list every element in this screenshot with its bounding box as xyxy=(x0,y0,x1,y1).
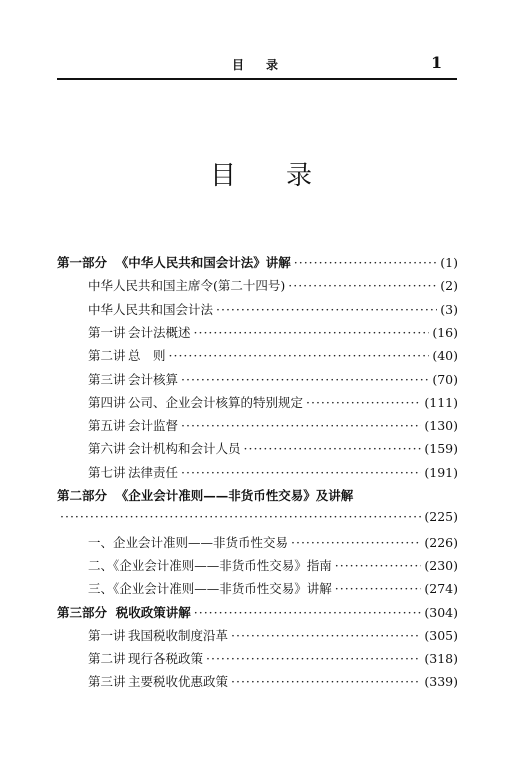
toc-entry-label xyxy=(88,416,178,434)
toc-page-number: (111) xyxy=(424,394,458,410)
dot-leader xyxy=(169,348,430,363)
toc-entry-title: 中华人民共和国主席令(第二十四号) xyxy=(88,278,286,294)
toc-entry-title: 公司、企业会计核算的特别规定 xyxy=(128,394,304,410)
toc-entry-number: 第三讲 xyxy=(88,674,126,690)
toc-part-row[interactable] xyxy=(57,253,458,275)
toc-page-number: (2) xyxy=(440,278,458,294)
toc-entry-title: 会计监督 xyxy=(128,418,179,434)
toc-page-number: (225) xyxy=(424,509,458,525)
toc-page-number: (70) xyxy=(432,371,458,387)
toc-entry-row[interactable] xyxy=(57,509,458,531)
toc-entry-number: 第三部分 xyxy=(57,604,108,620)
toc-entry-row[interactable] xyxy=(88,556,458,578)
toc-entry-row[interactable] xyxy=(88,393,458,415)
dot-leader xyxy=(291,535,421,550)
toc-entry-label xyxy=(88,556,332,574)
toc-entry-row[interactable] xyxy=(88,346,458,368)
running-title: 目录 xyxy=(232,58,301,72)
toc-entry-title: 中华人民共和国会计法 xyxy=(88,301,214,317)
toc-entry-row[interactable] xyxy=(88,649,458,671)
toc-entry-label xyxy=(88,393,303,411)
dot-leader xyxy=(231,628,421,643)
toc-entry-label xyxy=(88,370,178,388)
toc-entry-row[interactable] xyxy=(88,416,458,438)
toc-entry-title: 主要税收优惠政策 xyxy=(128,674,229,690)
toc-entry-title: 会计法概述 xyxy=(128,324,191,340)
toc-entry-title: 《企业会计准则——非货币性交易》及讲解 xyxy=(115,488,354,503)
toc-entry-number: 第三讲 xyxy=(88,371,126,387)
toc-entry-row[interactable] xyxy=(88,370,458,392)
toc-entry-number: 第一讲 xyxy=(88,324,126,340)
dot-leader xyxy=(181,465,421,480)
toc-entry-title: 三、《企业会计准则——非货币性交易》讲解 xyxy=(88,581,332,597)
toc-entry-title: 法律责任 xyxy=(128,464,179,480)
toc-page-number: (304) xyxy=(424,604,458,620)
toc-entry-number: 第二部分 xyxy=(57,488,108,503)
toc-entry-label xyxy=(57,253,291,271)
toc-entry-number: 第四讲 xyxy=(88,394,126,410)
toc-page-number: (226) xyxy=(424,534,458,550)
toc-entry-number: 第七讲 xyxy=(88,464,126,480)
toc-entry-row[interactable] xyxy=(88,672,458,694)
dot-leader xyxy=(181,418,421,433)
toc-entry-number: 第二讲 xyxy=(88,651,126,667)
toc-entry-title: 会计机构和会计人员 xyxy=(128,441,241,457)
toc-entry-number: 第一部分 xyxy=(57,255,108,270)
header-rule xyxy=(57,78,457,80)
toc-entry-label xyxy=(88,533,288,551)
toc-entry-title: 我国税收制度沿革 xyxy=(128,627,229,643)
page-number: 1 xyxy=(431,53,443,72)
dot-leader xyxy=(231,674,421,689)
toc-entry-row[interactable] xyxy=(88,300,458,322)
toc-entry-label xyxy=(57,603,191,621)
dot-leader xyxy=(288,278,437,293)
dot-leader xyxy=(216,302,437,317)
toc-page-number: (16) xyxy=(432,324,458,340)
toc-entry-number: 第二讲 xyxy=(88,348,126,364)
toc-part-row[interactable] xyxy=(57,486,458,508)
toc-entry-title: 现行各税政策 xyxy=(128,651,204,667)
toc-entry-row[interactable] xyxy=(88,626,458,648)
toc-entry-label xyxy=(88,346,166,364)
toc-entry-label xyxy=(88,323,191,341)
toc-page-number: (318) xyxy=(424,651,458,667)
toc-entry-label xyxy=(88,300,213,318)
toc-entry-title: 会计核算 xyxy=(128,371,179,387)
toc-page-number: (3) xyxy=(440,301,458,317)
page-title: 目录 xyxy=(210,161,363,191)
toc-entry-title: 总 则 xyxy=(128,348,166,364)
toc-entry-label xyxy=(88,672,228,690)
dot-leader xyxy=(194,605,422,620)
toc-entry-title: 税收政策讲解 xyxy=(115,604,191,620)
toc-page-number: (1) xyxy=(440,255,458,270)
toc-entry-title: 《中华人民共和国会计法》讲解 xyxy=(115,255,291,270)
dot-leader xyxy=(335,581,422,596)
dot-leader xyxy=(194,325,430,340)
dot-leader xyxy=(306,395,421,410)
toc-page-number: (274) xyxy=(424,581,458,597)
toc-entry-number: 第一讲 xyxy=(88,627,126,643)
toc-page-number: (230) xyxy=(424,557,458,573)
toc-entry-label xyxy=(88,579,332,597)
running-header xyxy=(0,53,506,76)
toc-entry-row[interactable] xyxy=(88,533,458,555)
toc-page-number: (191) xyxy=(424,464,458,480)
dot-leader xyxy=(60,509,421,524)
toc-entry-row[interactable] xyxy=(88,276,458,298)
toc-entry-label xyxy=(88,276,285,294)
toc-entry-row[interactable] xyxy=(88,323,458,345)
dot-leader xyxy=(181,372,429,387)
toc-entry-number: 第五讲 xyxy=(88,418,126,434)
toc-entry-label xyxy=(88,649,203,667)
toc-entry-row[interactable] xyxy=(88,579,458,601)
toc-page-number: (159) xyxy=(424,441,458,457)
toc-part-row[interactable] xyxy=(57,603,458,625)
dot-leader xyxy=(335,558,422,573)
toc-page-number: (305) xyxy=(424,627,458,643)
toc-entry-label xyxy=(88,626,228,644)
toc-entry-label xyxy=(88,463,178,481)
toc-entry-label xyxy=(57,486,353,504)
dot-leader xyxy=(244,441,422,456)
toc-page-number: (130) xyxy=(424,418,458,434)
toc-entry-number: 第六讲 xyxy=(88,441,126,457)
toc-page-number: (40) xyxy=(432,348,458,364)
toc-entry-title: 二、《企业会计准则——非货币性交易》指南 xyxy=(88,557,332,573)
toc-page-number: (339) xyxy=(424,674,458,690)
toc-entry-row[interactable] xyxy=(88,463,458,485)
toc-entry-label xyxy=(88,439,241,457)
toc-entry-title: 一、企业会计准则——非货币性交易 xyxy=(88,534,289,550)
toc-entry-row[interactable] xyxy=(88,439,458,461)
dot-leader xyxy=(206,651,421,666)
dot-leader xyxy=(294,255,438,270)
